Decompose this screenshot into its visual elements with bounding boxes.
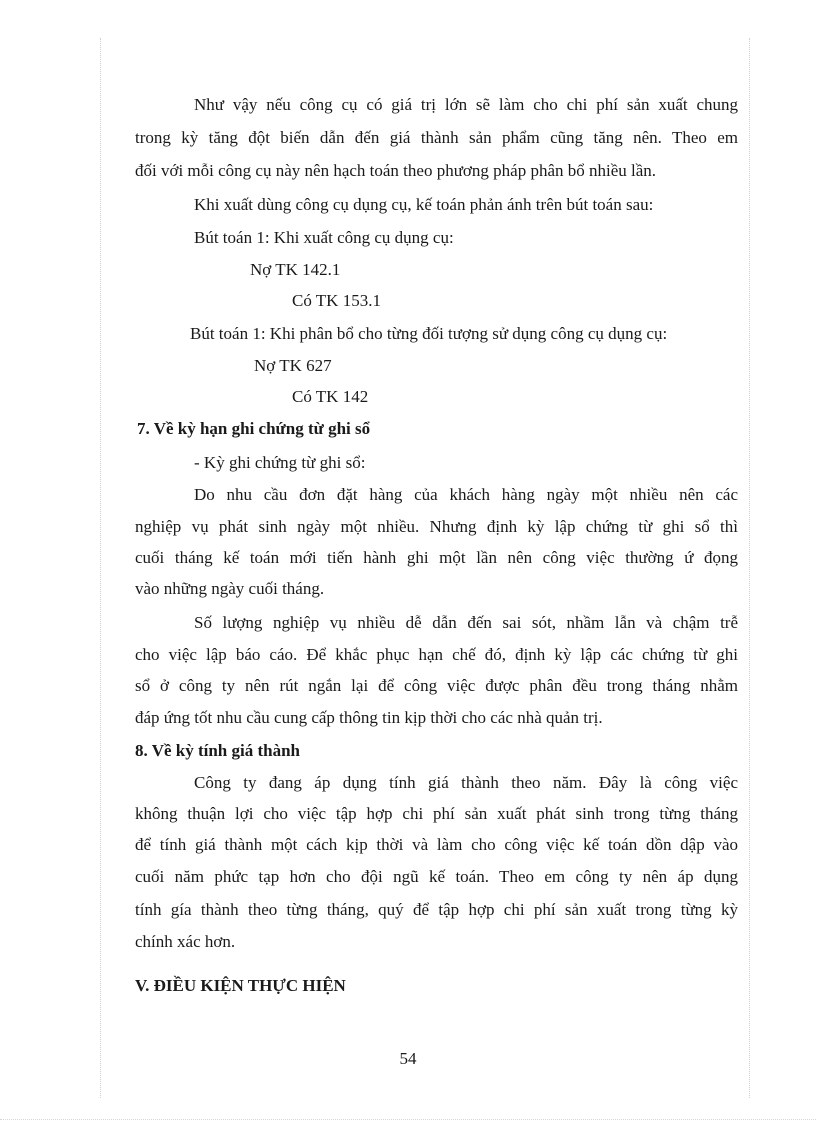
paragraph-line: Do nhu cầu đơn đặt hàng của khách hàng ngày một nhiều nên các xyxy=(194,485,738,504)
bottom-dotted-rule xyxy=(0,1119,816,1120)
paragraph-line: cuối tháng kế toán mới tiến hành ghi một lần nên công việc thường ứ đọng xyxy=(135,548,738,567)
entry-line: Bút toán 1: Khi phân bổ cho từng đối tượng sử dụng công cụ dụng cụ: xyxy=(190,324,668,343)
section-heading-V: V. ĐIỀU KIỆN THỰC HIỆN xyxy=(135,976,346,995)
paragraph-line: - Kỳ ghi chứng từ ghi sổ: xyxy=(194,453,366,472)
paragraph-line: không thuận lợi cho việc tập hợp chi phí sản xuất phát sinh trong từng tháng xyxy=(135,804,738,823)
paragraph-line: trong kỳ tăng đột biến dẫn đến giá thành sản phẩm cũng tăng nên. Theo em xyxy=(135,128,738,147)
paragraph-line: tính gía thành theo từng tháng, quý để tập hợp chi phí sản xuất trong từng kỳ xyxy=(135,900,738,919)
debit-line: Nợ TK 142.1 xyxy=(250,260,341,279)
paragraph-line: Công ty đang áp dụng tính giá thành theo năm. Đây là công việc xyxy=(194,773,738,792)
section-heading-8: 8. Về kỳ tính giá thành xyxy=(135,741,301,760)
paragraph-line: Khi xuất dùng công cụ dụng cụ, kế toán phản ánh trên bút toán sau: xyxy=(194,195,654,214)
entry-line: Bút toán 1: Khi xuất công cụ dụng cụ: xyxy=(194,228,454,247)
paragraph-line: chính xác hơn. xyxy=(135,932,236,951)
credit-line: Có TK 153.1 xyxy=(292,291,381,310)
page-number: 54 xyxy=(399,1049,417,1068)
paragraph-line: để tính giá thành một cách kịp thời và làm cho công việc kế toán dồn dập vào xyxy=(135,835,738,854)
paragraph-line: sổ ở công ty nên rút ngắn lại để công việc được phân đều trong tháng nhằm xyxy=(135,676,738,695)
section-heading-7: 7. Về kỳ hạn ghi chứng từ ghi sổ xyxy=(137,419,371,438)
debit-line: Nợ TK 627 xyxy=(254,356,332,375)
paragraph-line: cuối năm phức tạp hơn cho đội ngũ kế toán. Theo em công ty nên áp dụng xyxy=(135,867,738,886)
paragraph-line: Số lượng nghiệp vụ nhiều dễ dẫn đến sai sót, nhầm lẫn và chậm trễ xyxy=(194,613,738,632)
paragraph-line: đối với mỗi công cụ này nên hạch toán theo phương pháp phân bổ nhiều lần. xyxy=(135,161,657,180)
paragraph-line: vào những ngày cuối tháng. xyxy=(135,579,325,598)
paragraph-line: cho việc lập báo cáo. Để khắc phục hạn chế đó, định kỳ lập các chứng từ ghi xyxy=(135,645,738,664)
credit-line: Có TK 142 xyxy=(292,387,369,406)
paragraph-line: đáp ứng tốt nhu cầu cung cấp thông tin kịp thời cho các nhà quản trị. xyxy=(135,708,603,727)
paragraph-line: nghiệp vụ phát sinh ngày một nhiều. Nhưng định kỳ lập chứng từ ghi sổ thì xyxy=(135,517,738,536)
paragraph-line: Như vậy nếu công cụ có giá trị lớn sẽ làm cho chi phí sản xuất chung xyxy=(194,95,738,114)
